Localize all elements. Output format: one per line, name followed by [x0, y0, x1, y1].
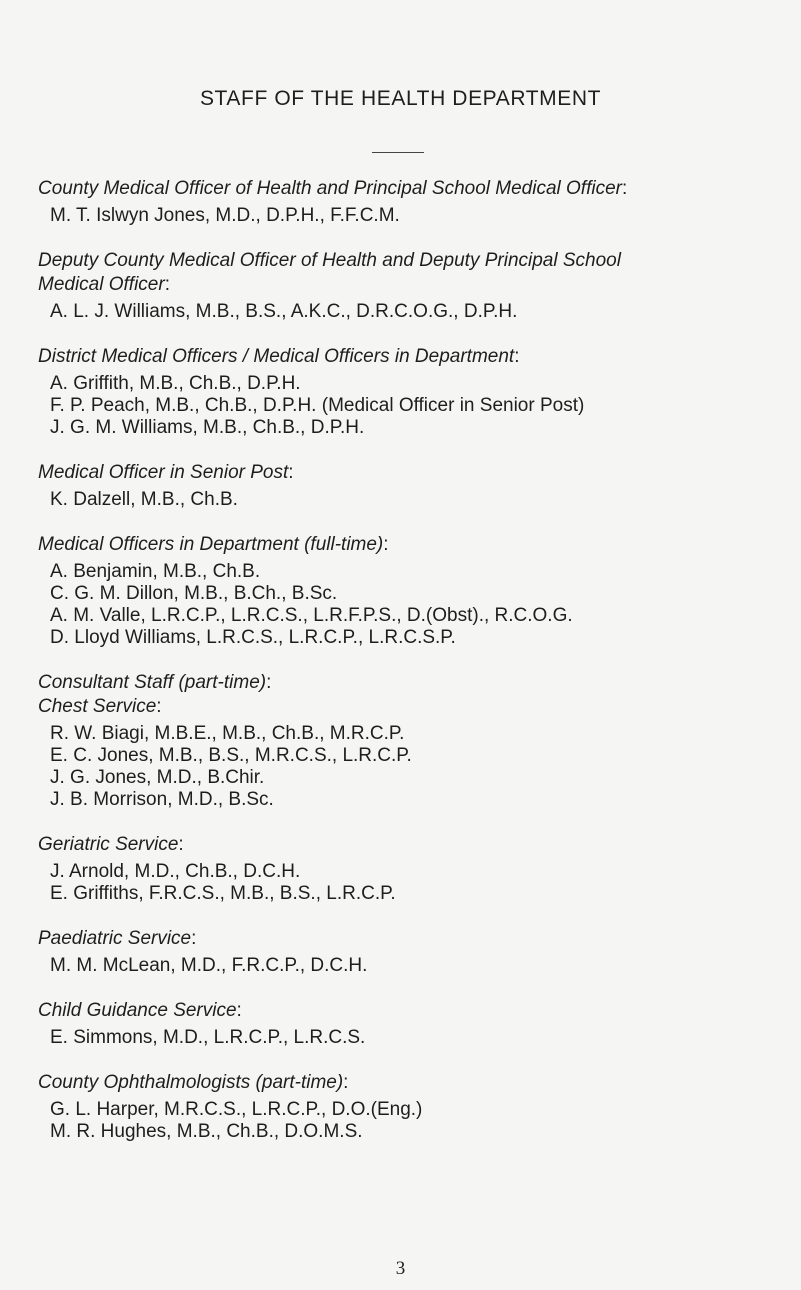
section-heading [38, 533, 788, 557]
section-heading-colon: : [178, 834, 184, 855]
staff-entry: C. G. M. Dillon, M.B., B.Ch., B.Sc. [50, 583, 338, 604]
staff-entry: F. P. Peach, M.B., Ch.B., D.P.H. (Medical Officer in Senior Post) [50, 395, 585, 416]
section-heading-text: Chest Service [38, 696, 157, 717]
staff-section [38, 1071, 788, 1143]
section-heading-text: Medical Officer in Senior Post [38, 462, 289, 483]
staff-entry: A. M. Valle, L.R.C.P., L.R.C.S., L.R.F.P.S., D.(Obst)., R.C.O.G. [50, 605, 573, 626]
section-heading-colon: : [156, 696, 162, 717]
section-heading [38, 461, 788, 485]
section-heading-text: Medical Officers in Department (full-time) [38, 534, 384, 555]
section-heading-text: Medical Officer [38, 274, 165, 295]
staff-list [38, 177, 788, 1165]
section-heading [38, 1071, 788, 1095]
staff-entry: E. Griffiths, F.R.C.S., M.B., B.S., L.R.C.P. [50, 883, 396, 904]
staff-section [38, 999, 788, 1049]
section-heading-colon: : [236, 1000, 242, 1021]
staff-entry: J. Arnold, M.D., Ch.B., D.C.H. [50, 861, 301, 882]
staff-entry: M. M. McLean, M.D., F.R.C.P., D.C.H. [50, 955, 368, 976]
staff-entry: M. R. Hughes, M.B., Ch.B., D.O.M.S. [50, 1121, 363, 1142]
section-heading [38, 999, 788, 1023]
section-heading [38, 177, 788, 201]
staff-entry: A. Benjamin, M.B., Ch.B. [50, 561, 261, 582]
section-heading-colon: : [383, 534, 389, 555]
staff-entry: M. T. Islwyn Jones, M.D., D.P.H., F.F.C.M. [50, 205, 400, 226]
section-heading-colon: : [514, 346, 520, 367]
section-heading-text: County Medical Officer of Health and Principal School Medical Officer [38, 178, 622, 199]
section-heading [38, 249, 788, 273]
staff-section [38, 345, 788, 439]
title-divider [372, 152, 424, 153]
section-heading-text: District Medical Officers / Medical Officers in Department [38, 346, 515, 367]
section-heading [38, 345, 788, 369]
section-heading [38, 671, 788, 695]
staff-section [38, 833, 788, 905]
section-heading-colon: : [266, 672, 272, 693]
section-heading-text: Deputy County Medical Officer of Health and Deputy Principal School [38, 250, 621, 271]
staff-section [38, 533, 788, 649]
staff-entry: A. L. J. Williams, M.B., B.S., A.K.C., D.R.C.O.G., D.P.H. [50, 301, 518, 322]
section-heading-colon: : [164, 274, 170, 295]
section-heading-text: Geriatric Service [38, 834, 179, 855]
staff-entry: J. B. Morrison, M.D., B.Sc. [50, 789, 274, 810]
staff-section [38, 177, 788, 227]
staff-entry: A. Griffith, M.B., Ch.B., D.P.H. [50, 373, 301, 394]
section-heading-text: Consultant Staff (part-time) [38, 672, 267, 693]
page-title: STAFF OF THE HEALTH DEPARTMENT [199, 87, 602, 110]
section-heading [38, 927, 788, 951]
section-heading-colon: : [191, 928, 197, 949]
section-heading-colon: : [621, 178, 628, 199]
staff-section [38, 461, 788, 511]
staff-entry: G. L. Harper, M.R.C.S., L.R.C.P., D.O.(Eng.) [50, 1099, 423, 1120]
staff-entry: K. Dalzell, M.B., Ch.B. [50, 489, 238, 510]
staff-section [38, 249, 788, 323]
staff-entry: J. G. M. Williams, M.B., Ch.B., D.P.H. [50, 417, 365, 438]
staff-entry: E. Simmons, M.D., L.R.C.P., L.R.C.S. [50, 1027, 366, 1048]
page-number: 3 [395, 1258, 406, 1279]
section-heading-colon: : [288, 462, 294, 483]
staff-entry: D. Lloyd Williams, L.R.C.S., L.R.C.P., L.R.C.S.P. [50, 627, 456, 648]
staff-entry: R. W. Biagi, M.B.E., M.B., Ch.B., M.R.C.P. [50, 723, 405, 744]
section-heading-text: County Ophthalmologists (part-time) [38, 1072, 344, 1093]
staff-entry: E. C. Jones, M.B., B.S., M.R.C.S., L.R.C.P. [50, 745, 412, 766]
section-heading [38, 695, 788, 719]
section-heading [38, 273, 788, 297]
section-heading-text: Child Guidance Service [38, 1000, 237, 1021]
staff-section [38, 927, 788, 977]
section-heading-colon: : [343, 1072, 349, 1093]
section-heading-text: Paediatric Service [38, 928, 192, 949]
staff-section [38, 671, 788, 811]
staff-entry: J. G. Jones, M.D., B.Chir. [50, 767, 265, 788]
section-heading [38, 833, 788, 857]
